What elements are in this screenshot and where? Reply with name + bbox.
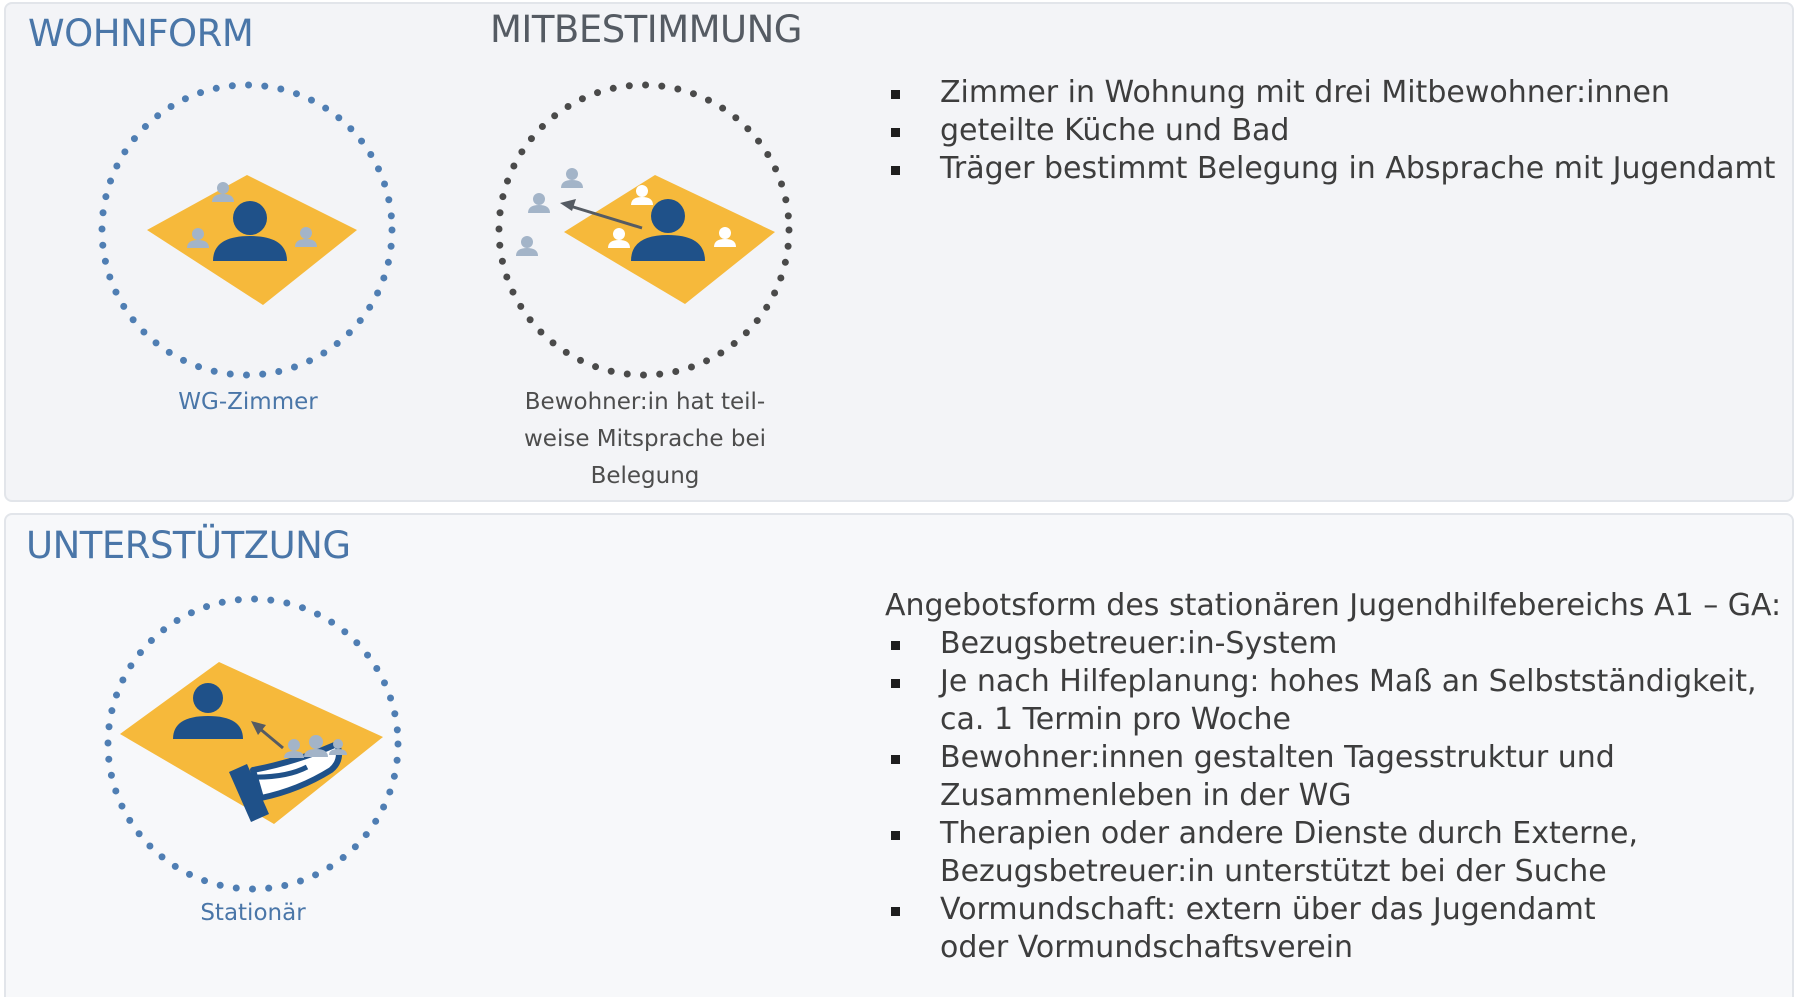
list-item: Zimmer in Wohnung mit drei Mitbewohner:innen (885, 74, 1775, 112)
mitbestimmung-caption: Bewohner:in hat teil- weise Mitsprache bei Belegung (523, 389, 766, 489)
list-item: Bezugsbetreuer:in-System (885, 625, 1757, 663)
list-item: Träger bestimmt Belegung in Absprache mit Jugendamt (885, 150, 1775, 188)
supporting-hand-icon (101, 592, 406, 897)
wohnform-caption: WG-Zimmer (178, 389, 318, 415)
list-item: Je nach Hilfeplanung: hohes Maß an Selbstständigkeit, ca. 1 Termin pro Woche (885, 663, 1757, 739)
list-item: geteilte Küche und Bad (885, 112, 1775, 150)
unterstuetzung-details-list (885, 625, 1757, 967)
room-with-roommates-icon (95, 78, 400, 383)
wohnform-heading: WOHNFORM (28, 12, 254, 55)
partial-say-in-occupancy-icon (492, 78, 797, 383)
list-item: Therapien oder andere Dienste durch Externe, Bezugsbetreuer:in unterstützt bei der Suche (885, 815, 1757, 891)
unterstuetzung-caption: Stationär (200, 900, 306, 926)
wohnform-details-list (885, 74, 1775, 188)
list-item: Bewohner:innen gestalten Tagesstruktur und Zusammenleben in der WG (885, 739, 1757, 815)
unterstuetzung-intro: Angebotsform des stationären Jugendhilfebereichs A1 – GA: (885, 588, 1782, 623)
unterstuetzung-heading: UNTERSTÜTZUNG (26, 524, 351, 567)
mitbestimmung-heading: MITBESTIMMUNG (490, 8, 802, 51)
list-item: Vormundschaft: extern über das Jugendamt oder Vormundschaftsverein (885, 891, 1757, 967)
